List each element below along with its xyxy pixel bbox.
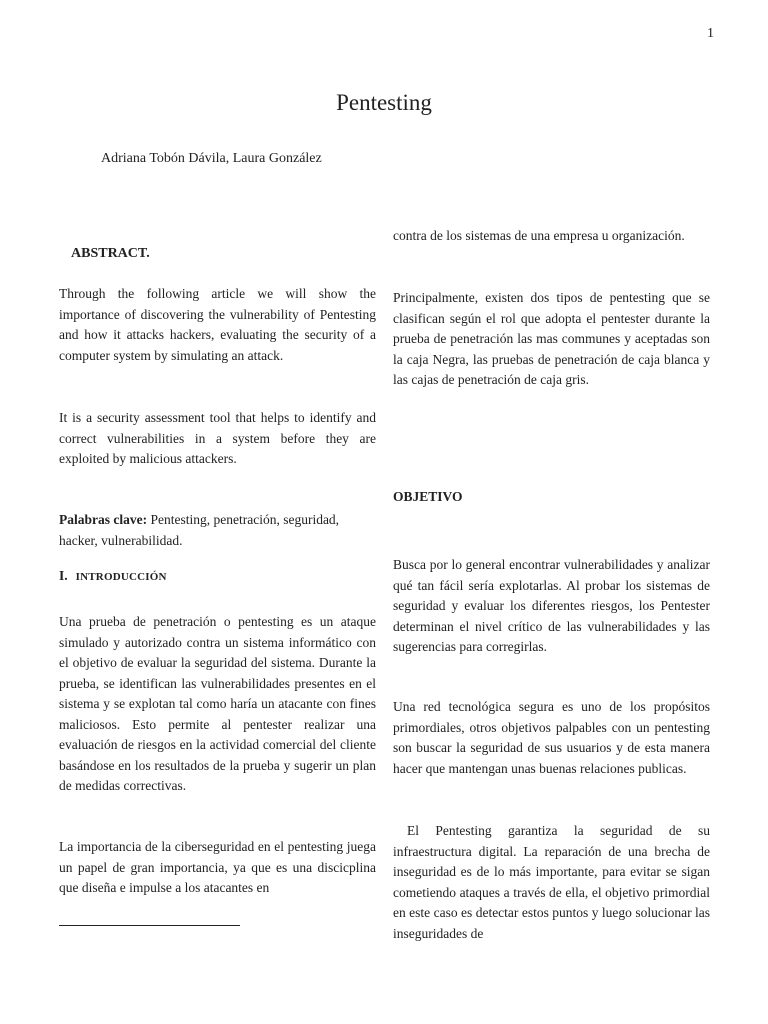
section-title: INTRODUCCIÓN [75,571,167,583]
objetivo-paragraph-3: El Pentesting garantiza la seguridad de su infraestructura digital. La reparación de una brecha de inseguridad es de lo más importante, para evitar se sigan cometiendo ataques a través de ella, el objetivo primordial en este caso es detectar estos puntos y luego solucionar las inseguridades de [393,823,710,941]
authors: Adriana Tobón Dávila, Laura González [101,151,322,166]
section-number: I. [59,568,68,583]
section-heading-introduccion [59,566,376,588]
abstract-paragraph-1: Through the following article we will show the importance of discovering the vulnerability of Pentesting and how it attacks hackers, evaluating the security of a computer system by simulating an attack. [59,286,376,363]
keywords-text: Pentesting, penetración, seguridad, hacker, vulnerabilidad. [59,512,340,548]
abstract-paragraph-2: It is a security assessment tool that helps to identify and correct vulnerabilities in a system before they are exploited by malicious attackers. [59,410,376,466]
keywords [59,510,376,551]
continued-paragraph: contra de los sistemas de una empresa u organización. [393,228,685,243]
objetivo-heading: OBJETIVO [393,489,463,504]
objetivo-paragraph-2: Una red tecnológica segura es uno de los propósitos primordiales, otros objetivos palpables con un pentesting son buscar la seguridad de sus usuarios y de esta manera hacer que mantengan unas buenas relaciones publicas. [393,699,710,776]
intro-paragraph-1: Una prueba de penetración o pentesting es un ataque simulado y autorizado contra un sistema informático con el objetivo de evaluar la seguridad del sistema. Durante la prueba, se identifican las vulnerabilidades presentes en el sistema y se explotan tal como haría un atacante con fines maliciosos. Esto permite al pentester realizar una evaluación de riesgos en la actividad comercial del cliente basándose en los resultados de la prueba y sugerir un plan de medidas correctivas. [59,614,376,793]
intro-paragraph-2: La importancia de la ciberseguridad en el pentesting juega un papel de gran importancia, ya que es una discicplina que diseña e impulse a los atacantes en [59,839,376,895]
page-number: 1 [707,26,714,41]
objetivo-paragraph-1: Busca por lo general encontrar vulnerabilidades y analizar qué tan fácil sería explotarlas. Al probar los sistemas de seguridad y evaluar los diferentes riesgos, los Pentester determinan el nivel crítico de las vulnerabilidades y las sugerencias para corregirlas. [393,557,710,654]
abstract-heading: ABSTRACT. [71,246,150,261]
keywords-label: Palabras clave: [59,512,148,527]
types-paragraph: Principalmente, existen dos tipos de pentesting que se clasifican según el rol que adopta el pentester durante la prueba de penetración las mas communes y aceptadas son la caja Negra, las pruebas de penetración de caja blanca y las cajas de penetración de caja gris. [393,290,710,387]
document-title: Pentesting [336,90,432,115]
footnote-rule [59,925,240,926]
